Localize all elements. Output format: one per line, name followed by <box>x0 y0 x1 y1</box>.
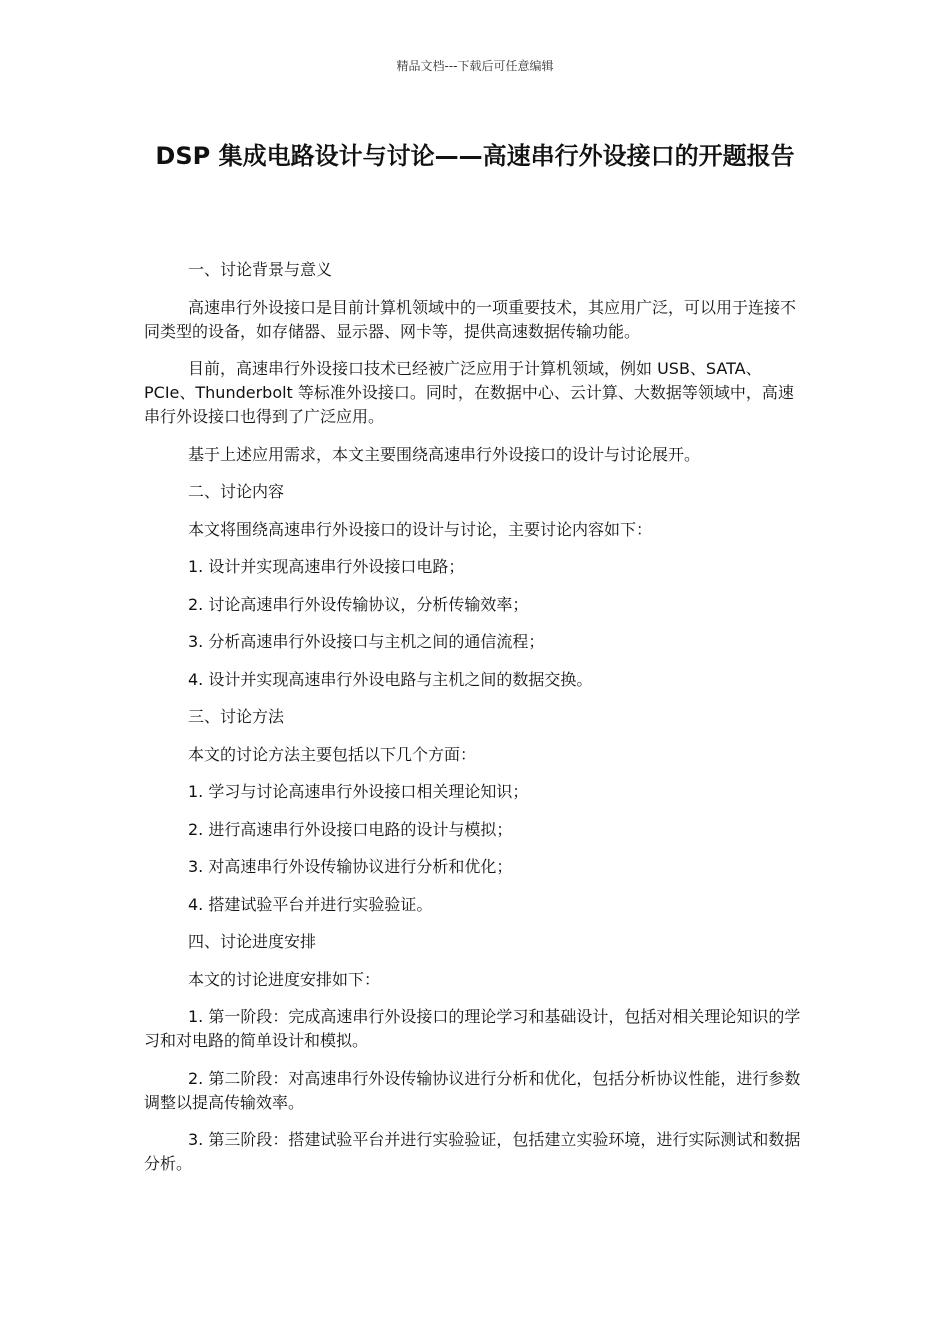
paragraph-content-intro: 本文将围绕高速串行外设接口的设计与讨论，主要讨论内容如下： <box>188 519 653 539</box>
list-item-schedule-3: 3. 第三阶段：搭建试验平台并进行实验验证，包括建立实验环境，进行实际测试和数据分析。 <box>144 1130 801 1173</box>
list-item-schedule-2: 2. 第二阶段：对高速串行外设传输协议进行分析和优化，包括分析协议性能，进行参数调整以提高传输效率。 <box>144 1068 801 1112</box>
section-heading-schedule: 四、讨论进度安排 <box>188 932 317 951</box>
section-heading-background: 一、讨论背景与意义 <box>188 260 333 279</box>
list-item-method-4: 4. 搭建试验平台并进行实验验证。 <box>188 894 433 914</box>
list-item-content-1: 1. 设计并实现高速串行外设接口电路； <box>188 557 465 576</box>
section-heading-content: 二、讨论内容 <box>188 482 285 501</box>
section-heading-method: 三、讨论方法 <box>188 707 285 726</box>
list-item-method-3: 3. 对高速串行外设传输协议进行分析和优化； <box>188 857 513 876</box>
list-item-content-2: 2. 讨论高速串行外设传输协议，分析传输效率； <box>188 594 529 614</box>
list-item-content-3: 3. 分析高速串行外设接口与主机之间的通信流程； <box>188 632 545 651</box>
document-title: DSP 集成电路设计与讨论——高速串行外设接口的开题报告 <box>155 142 795 170</box>
paragraph-schedule-intro: 本文的讨论进度安排如下： <box>188 969 381 989</box>
header-note: 精品文档---下载后可任意编辑 <box>396 59 554 73</box>
list-item-content-4: 4. 设计并实现高速串行外设电路与主机之间的数据交换。 <box>188 669 593 689</box>
paragraph-intro: 高速串行外设接口是目前计算机领域中的一项重要技术，其应用广泛，可以用于连接不同类型的设备，如存储器、显示器、网卡等，提供高速数据传输功能。 <box>144 297 797 341</box>
list-item-schedule-1: 1. 第一阶段：完成高速串行外设接口的理论学习和基础设计，包括对相关理论知识的学习和对电路的简单设计和模拟。 <box>144 1007 801 1050</box>
paragraph-current-status: 目前，高速串行外设接口技术已经被广泛应用于计算机领域，例如 USB、SATA、PCIe、Thunderbolt 等标准外设接口。同时，在数据中心、云计算、大数据等领域中，高速串行外设接口也得到了广泛应用。 <box>144 359 794 426</box>
list-item-method-2: 2. 进行高速串行外设接口电路的设计与模拟； <box>188 819 513 839</box>
document-body <box>144 258 806 1190</box>
list-item-method-1: 1. 学习与讨论高速串行外设接口相关理论知识； <box>188 782 529 801</box>
paragraph-method-intro: 本文的讨论方法主要包括以下几个方面： <box>188 744 477 764</box>
paragraph-purpose: 基于上述应用需求，本文主要围绕高速串行外设接口的设计与讨论展开。 <box>188 444 701 464</box>
